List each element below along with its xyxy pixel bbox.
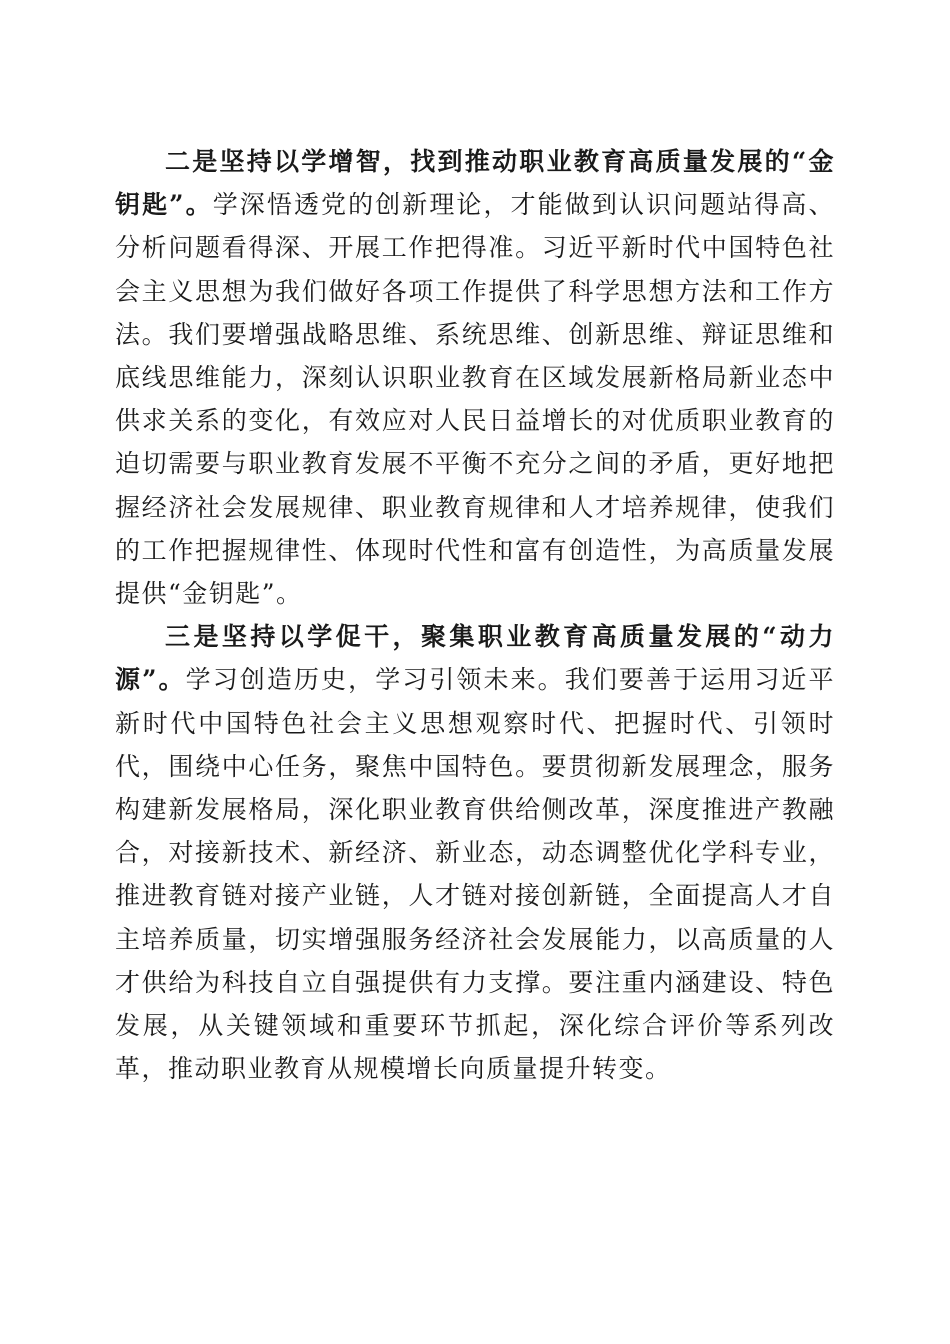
paragraph-lead-sentence: 三是坚持以学促干，聚集职业教育高质量发展的“动力源”。	[115, 622, 835, 695]
paragraph-lead-sentence: 二是坚持以学增智，找到推动职业教育高质量发展的“金钥匙”。	[115, 147, 835, 220]
paragraph-learning-wisdom	[115, 140, 835, 615]
document-body	[115, 140, 835, 1090]
paragraph-body-text: 学深悟透党的创新理论，才能做到认识问题站得高、分析问题看得深、开展工作把得准。习近平新时代中国特色社会主义思想为我们做好各项工作提供了科学思想方法和工作方法。我们要增强战略思维、系统思维、创新思维、辩证思维和底线思维能力，深刻认识职业教育在区域发展新格局新业态中供求关系的变化，有效应对人民日益增长的对优质职业教育的迫切需要与职业教育发展不平衡不充分之间的矛盾，更好地把握经济社会发展规律、职业教育规律和人才培养规律，使我们的工作把握规律性、体现时代性和富有创造性，为高质量发展提供“金钥匙”。	[115, 190, 835, 609]
paragraph-body-text: 学习创造历史，学习引领未来。我们要善于运用习近平新时代中国特色社会主义思想观察时代、把握时代、引领时代，围绕中心任务，聚焦中国特色。要贯彻新发展理念，服务构建新发展格局，深化职业教育供给侧改革，深度推进产教融合，对接新技术、新经济、新业态，动态调整优化学科专业，推进教育链对接产业链，人才链对接创新链，全面提高人才自主培养质量，切实增强服务经济社会发展能力，以高质量的人才供给为科技自立自强提供有力支撑。要注重内涵建设、特色发展，从关键领域和重要环节抓起，深化综合评价等系列改革，推动职业教育从规模增长向质量提升转变。	[115, 665, 835, 1084]
paragraph-learning-action	[115, 615, 835, 1090]
